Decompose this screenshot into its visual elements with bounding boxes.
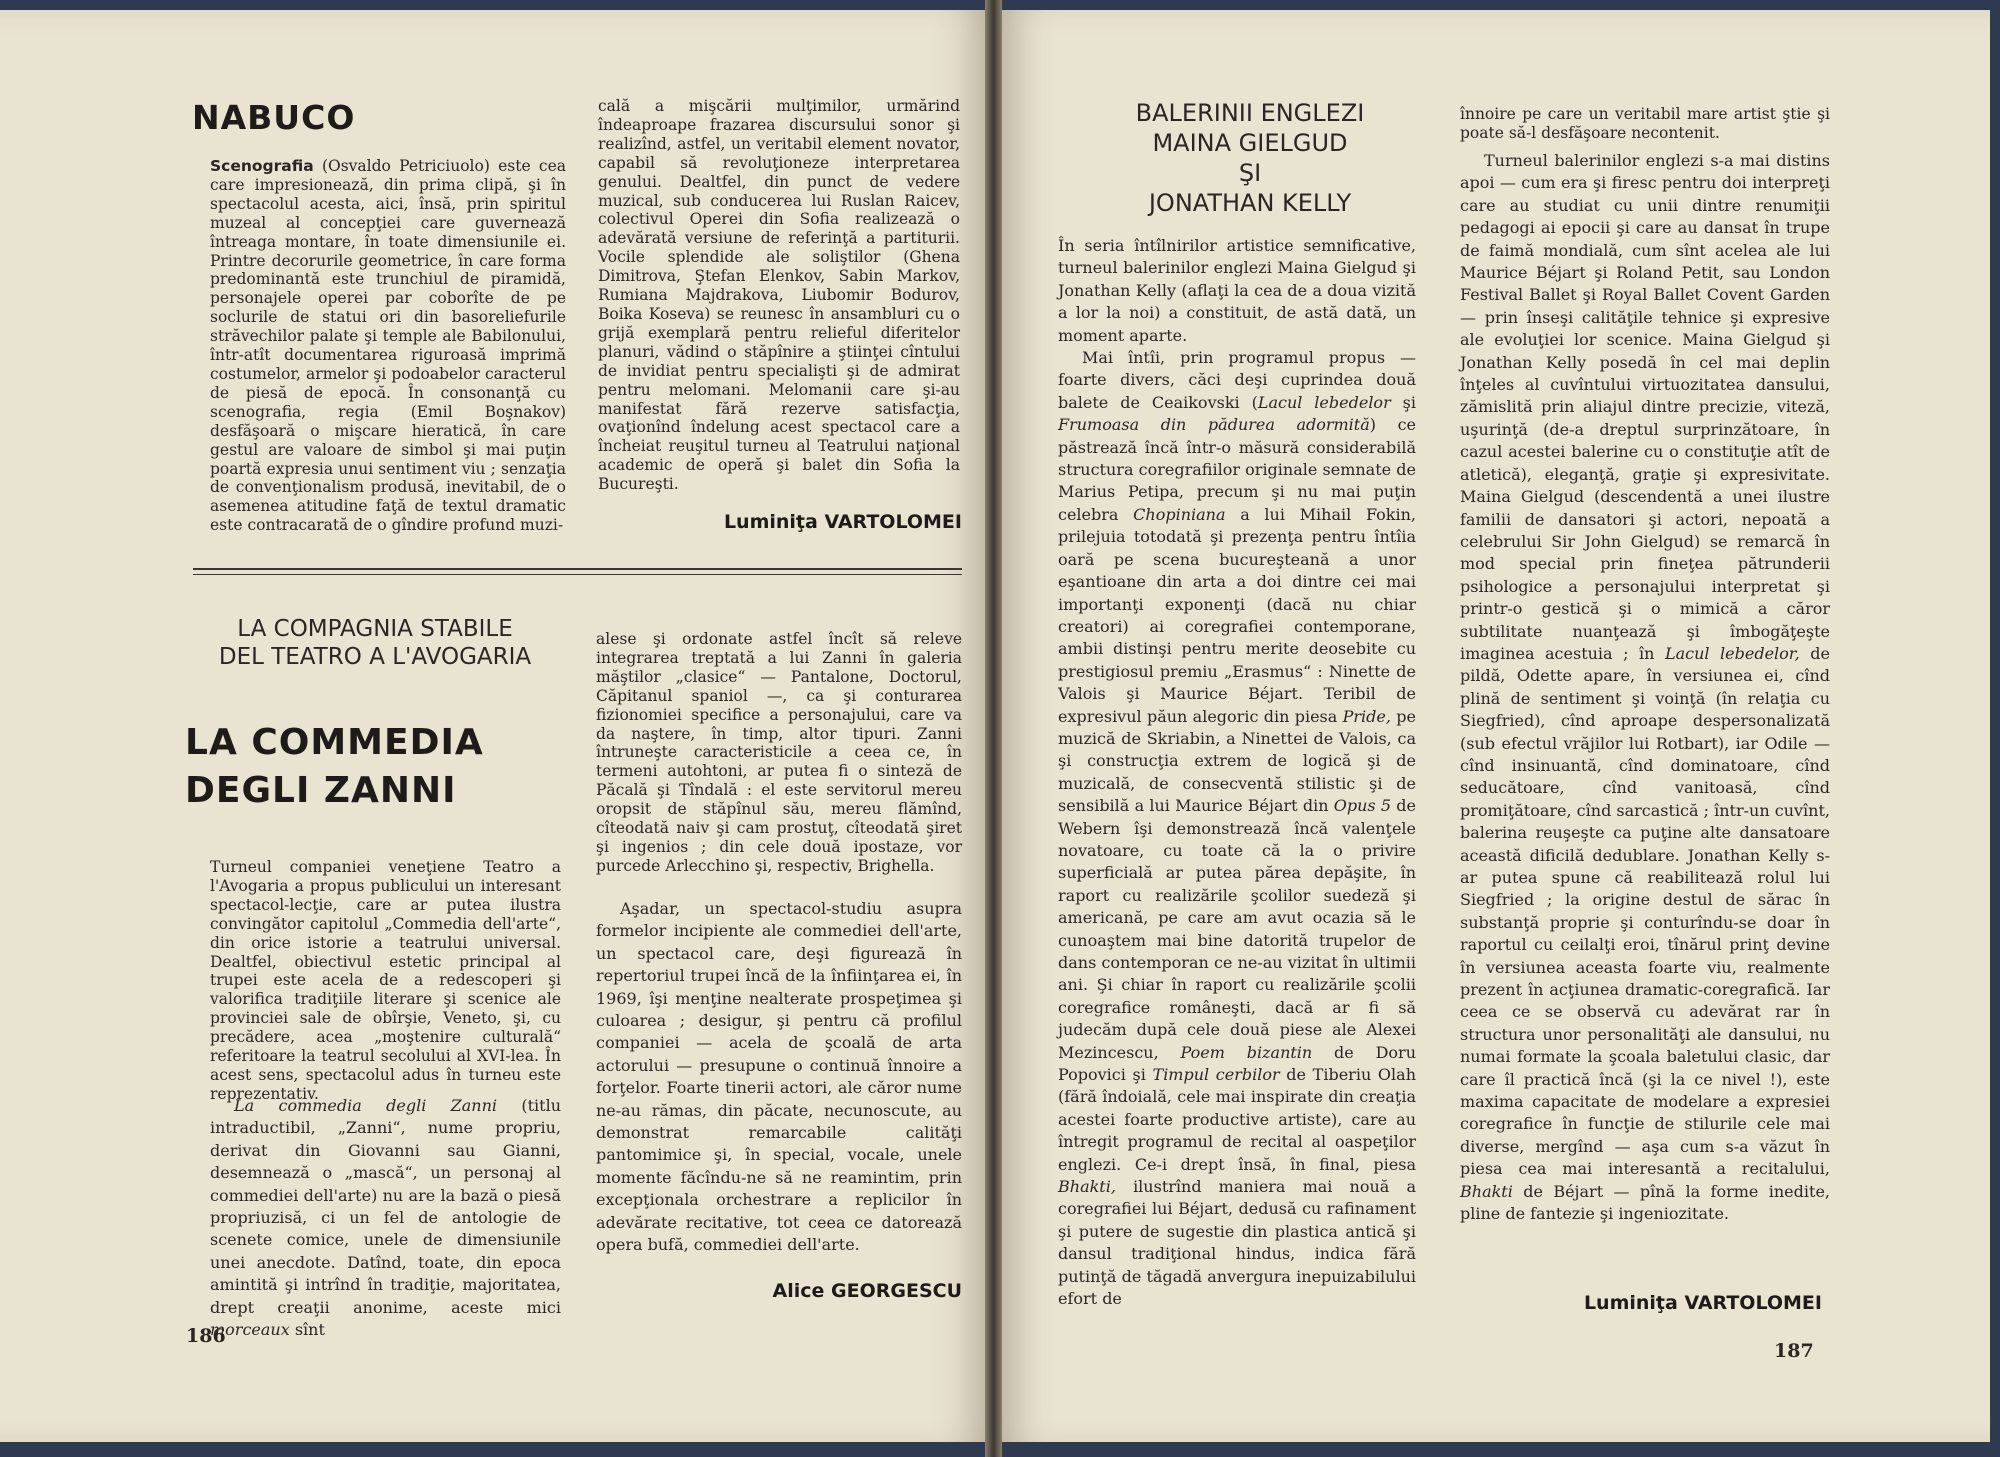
commedia-kicker-line-2: DEL TEATRO A L'AVOGARIA	[218, 644, 532, 670]
ballet-col2-paragraph-2: Turneul balerinilor englezi s-a mai distins apoi — cum era şi firesc pentru doi interpreţi care au studiat cu unii dintre renumiţii pedagogi ai epocii şi care au dansat în trupe de faimă mondială, cum sînt acelea ale lui Maurice Béjart şi Roland Petit, sau London Festival Ballet şi Royal Ballet Covent Garden — prin înseşi calităţile tehnice şi expresive ale evoluţiei lor scenice. Maina Gielgud şi Jonathan Kelly posedă în cel mai deplin înţeles al cuvîntului virtuozitatea dansului, zămislită prin aliajul dintre precizie, viteză, uşurinţă (de-a dreptul surprinzătoare, în cazul acestei balerine cu o constituţie atît de atletică), eleganţă, graţie şi expresivitate. Maina Gielgud (descendentă a unei ilustre familii de dansatori şi actori, nepoată a celebrului Sir John Gielgud) se remarcă în mod special prin fineţea pătrunderii psihologice a personajului interpretat şi printr-o gestică şi o mimică a căror subtilitate nuanţează şi îmbogăţeşte imaginea acestuia ; în Lacul lebedelor, de pildă, Odette apare, în versiunea ei, cînd plină de sentiment şi voinţă (în relaţia cu Siegfried), cînd aproape despersonalizată (sub efectul vrăjilor lui Rotbart), iar Odile — cînd insinuantă, cînd dominatoare, cînd seducătoare, cînd vanitoasă, cînd promiţătoare, cînd sarcastică ; într-un cuvînt, balerina reuşeşte ca puţine alte dansatoare această dificilă dedublare. Jonathan Kelly s-ar putea spune că reabilitează rolul lui Siegfried ; la origine destul de sărac în substanţă proprie şi conturîndu-se doar în raportul cu ceilalţi eroi, tînărul prinţ devine în versiunea aceasta foarte viu, realmente prezent în acţiunea dramatic-coregrafică. Iar ceea ce se observă cu adevărat rar în structura unor personalităţi ale dansului, nu numai formate la şcoala baletului clasic, dar care îl practică încă (şi la ce nivel !), este maxima capacitate de modelare a expresiei coregrafice în funcţie de stilurile cele mai diverse, mergînd — aşa cum s-a văzut în piesa cea mai interesantă a recitalului, Bhakti de Béjart — pînă la forme inedite, pline de fantezie şi ingeniozitate.	[1460, 151, 1831, 1224]
ballet-heading-line-4: JONATHAN KELLY	[1148, 189, 1352, 217]
ballet-col1-paragraph-1: În seria întîlnirilor artistice semnificative, turneul balerinilor englezi Maina Gielgud şi Jonathan Kelly (aflaţi la cea de a doua vizită a lor la noi) a constituit, de astă dată, un moment aparte.	[1058, 236, 1416, 345]
commedia-column-2	[596, 630, 962, 876]
book-spine	[985, 0, 1002, 1457]
nabuco-column-2	[598, 97, 960, 494]
ballet-heading-line-1: BALERINII ENGLEZI	[1135, 99, 1365, 127]
ballet-author: Luminiţa VARTOLOMEI	[1583, 1292, 1822, 1314]
nabuco-author: Luminiţa VARTOLOMEI	[723, 511, 962, 533]
ballet-col1-paragraph-2: Mai întîi, prin programul propus — foarte divers, căci deşi cuprindea două balete de Ceaikovski (Lacul lebedelor şi Frumoasa din pădurea adormită) ce păstrează încă într-o măsură considerabilă structura coregrafiilor originale semnate de Marius Petipa, precum şi nu mai puţin celebra Chopiniana a lui Mihail Fokin, prilejuia totodată şi prezenţa pentru întîia oară pe scena bucureşteană a unor eşantioane din arta a doi dintre cei mai importanţi exponenţi (dacă nu chiar creatori) ai coregrafiei contemporane, ambii distinşi pentru merite deosebite cu prestigiosul premiu „Erasmus“ : Ninette de Valois şi Maurice Béjart. Teribil de expresivul păun alegoric din piesa Pride, pe muzică de Skriabin, a Ninettei de Valois, ca şi construcţia extrem de logică şi de muzicală, de consecventă stilistic şi de sensibilă a lui Maurice Béjart din Opus 5 de Webern îşi demonstrează încă valenţele novatoare, cu toate că la o privire superficială ar putea părea depăşite, în raport cu realizările şcolilor suedeză şi americană, pe care am avut ocazia să le cunoaştem mai bine datorită trupelor de dans contemporan ce ne-au vizitat în ultimii ani. Şi chiar în raport cu realizările şcolii coregrafice româneşti, dacă ar fi să judecăm după cele două piese ale Alexei Mezincescu, Poem bizantin de Doru Popovici şi Timpul cerbilor de Tiberiu Olah (fără îndoială, cele mai inspirate din creaţia acestei foarte productive artiste), care au întregit programul de recital al oaspeţilor englezi. Ce-i drept însă, în final, piesa Bhakti, ilustrînd maniera mai nouă a coregrafiei lui Béjart, dedusă cu rafinament şi putere de sugestie din plastica antică şi dansul tradiţional hindus, indica fără putinţă de tăgadă anvergura inepuizabilului efort de	[1058, 348, 1417, 1309]
commedia-title	[185, 719, 484, 815]
commedia-col2-paragraph-2: Aşadar, un spectacol-studiu asupra formelor incipiente ale commediei dell'arte, un spectacol care, deşi figurează în repertoriul trupei încă de la înfiinţarea ei, în 1969, îşi menţine nealterate prospeţimea şi culoarea ; desigur, şi pentru că profilul companiei — acela de şcoală de arta actorului — presupune o continuă înnoire a forţelor. Foarte tinerii actori, ale căror nume ne-au rămas, din păcate, necunoscute, au demonstrat remarcabile calităţi pantomimice şi, în special, vocale, unele momente făcîndu-ne să ne reamintim, prin excepţionala orchestrare a replicilor în adevărate recitative, tot ceea ce datorează opera bufă, commediei dell'arte.	[596, 899, 962, 1255]
commedia-column-1b	[210, 1095, 561, 1341]
section-divider-thin	[193, 574, 962, 575]
commedia-kicker-line-1: LA COMPAGNIA STABILE	[237, 616, 513, 642]
ballet-heading-line-3: ŞI	[1238, 159, 1262, 187]
commedia-col1-paragraph-2: La commedia degli Zanni (titlu intraductibil, „Zanni“, nume propriu, derivat din Giovanni sau Gianni, desemnează o „mască“, un personaj al commediei dell'arte) nu are la bază o piesă propriuzisă, ci un fel de antologie de scenete comice, unele de dimensiunile unei anecdote. Datînd, toate, din epoca amintită şi intrînd în tradiţie, majoritatea, drept creaţii anonime, aceste mici morceaux sînt	[210, 1096, 561, 1340]
page-number-left: 186	[186, 1325, 226, 1347]
page-number-right: 187	[1774, 1340, 1814, 1362]
nabuco-col1-paragraph: Scenografia (Osvaldo Petriciuolo) este cea care impresionează, din prima clipă, şi în spectacolul acesta, aici, însă, prin spiritul muzeal al concepţiei care guvernează întreaga montare, în toate dimensiunile ei. Printre decorurile geometrice, în care forma predominantă este trunchiul de piramidă, personajele operei par coborîte de pe soclurile de statui ori din basoreliefurile străvechilor palate şi temple ale Babilonului, într-atît documentarea riguroasă imprimă costumelor, armelor şi podoabelor caracterul de piesă de epocă. În consonanţă cu scenografia, regia (Emil Boşnakov) desfăşoară o mişcare hieratică, în care gestul are valoare de simbol şi mai puţin poartă expresia unui sentiment viu ; senzaţia de convenţionalism produsă, inevitabil, de o asemenea atitudine faţă de textul dramatic este contracarată de o gîndire profund muzi-	[210, 157, 566, 535]
ballet-column-2	[1460, 105, 1830, 143]
right-page	[1002, 10, 1990, 1442]
commedia-column-1	[210, 858, 561, 1104]
section-divider	[193, 568, 962, 570]
commedia-col2-paragraph-1: alese şi ordonate astfel încît să releve integrarea treptată a lui Zanni în galeria măştilor „clasice“ — Pantalone, Doctorul, Căpitanul spaniol —, ca şi conturarea fizionomiei specifice a personajului, care va da naştere, în timp, altor tipuri. Zanni întruneşte caracteristicile a ceea ce, în termeni autohtoni, ar putea fi o sinteză de Păcală şi Tîndală : el este servitorul mereu oropsit de stăpînul său, mereu flămînd, cîteodată naiv şi cam prostuţ, cîteodată şiret şi ingenios ; din cele două ipostaze, vor purcede Arlecchino şi, respectiv, Brighella.	[596, 630, 962, 875]
nabuco-column-1	[210, 157, 566, 535]
commedia-title-line-1: LA COMMEDIA	[185, 722, 484, 763]
ballet-column-2b	[1460, 150, 1830, 1226]
commedia-author: Alice GEORGESCU	[772, 1280, 962, 1302]
nabuco-lead-word: Scenografia	[210, 157, 314, 175]
left-page	[0, 10, 985, 1442]
nabuco-col2-paragraph: cală a mişcării mulţimilor, urmărind îndeaproape frazarea discursului sonor şi realizînd, astfel, un veritabil element novator, capabil să revoluţioneze interpretarea genului. Dealtfel, din punct de vedere muzical, sub conducerea lui Ruslan Raicev, colectivul Operei din Sofia realizează o adevărată versiune de referinţă a partiturii. Vocile splendide ale soliştilor (Ghena Dimitrova, Ştefan Elenkov, Sabin Markov, Rumiana Majdrakova, Liubomir Bodurov, Boika Koseva) se reunesc în ansambluri cu o grijă exemplară pentru relieful diferitelor planuri, vădind o stăpînire a ştiinţei cîntului de invidiat pentru specialişti şi de admirat pentru melomani. Melomanii care şi-au manifestat fără rezerve satisfacţia, ovaţionînd îndelung acest spectacol care a încheiat reuşitul turneu al Teatrului naţional academic de operă şi balet din Sofia la Bucureşti.	[598, 97, 960, 494]
commedia-title-line-2: DEGLI ZANNI	[185, 770, 457, 811]
commedia-kicker	[205, 615, 545, 671]
nabuco-title: NABUCO	[192, 98, 356, 137]
ballet-heading	[1065, 98, 1435, 218]
ballet-column-1	[1058, 235, 1416, 1311]
commedia-col1-paragraph-1: Turneul companiei veneţiene Teatro a l'Avogaria a propus publicului un interesant spectacol-lecţie, care ar putea ilustra convingător capitolul „Commedia dell'arte“, din orice istorie a teatrului universal. Dealtfel, obiectivul estetic principal al trupei este acela de a redescoperi şi valorifica tradiţiile literare şi scenice ale provinciei sale de obîrşie, Veneto, şi, cu precădere, acea „moştenire culturală“ referitoare la teatrul secolului al XVI-lea. În acest sens, spectacolul adus în turneu este reprezentativ.	[210, 858, 561, 1103]
ballet-col2-paragraph-1: înnoire pe care un veritabil mare artist ştie şi poate să-l desfăşoare necontenit.	[1460, 105, 1830, 142]
ballet-heading-line-2: MAINA GIELGUD	[1152, 129, 1348, 157]
commedia-column-2b	[596, 898, 962, 1257]
